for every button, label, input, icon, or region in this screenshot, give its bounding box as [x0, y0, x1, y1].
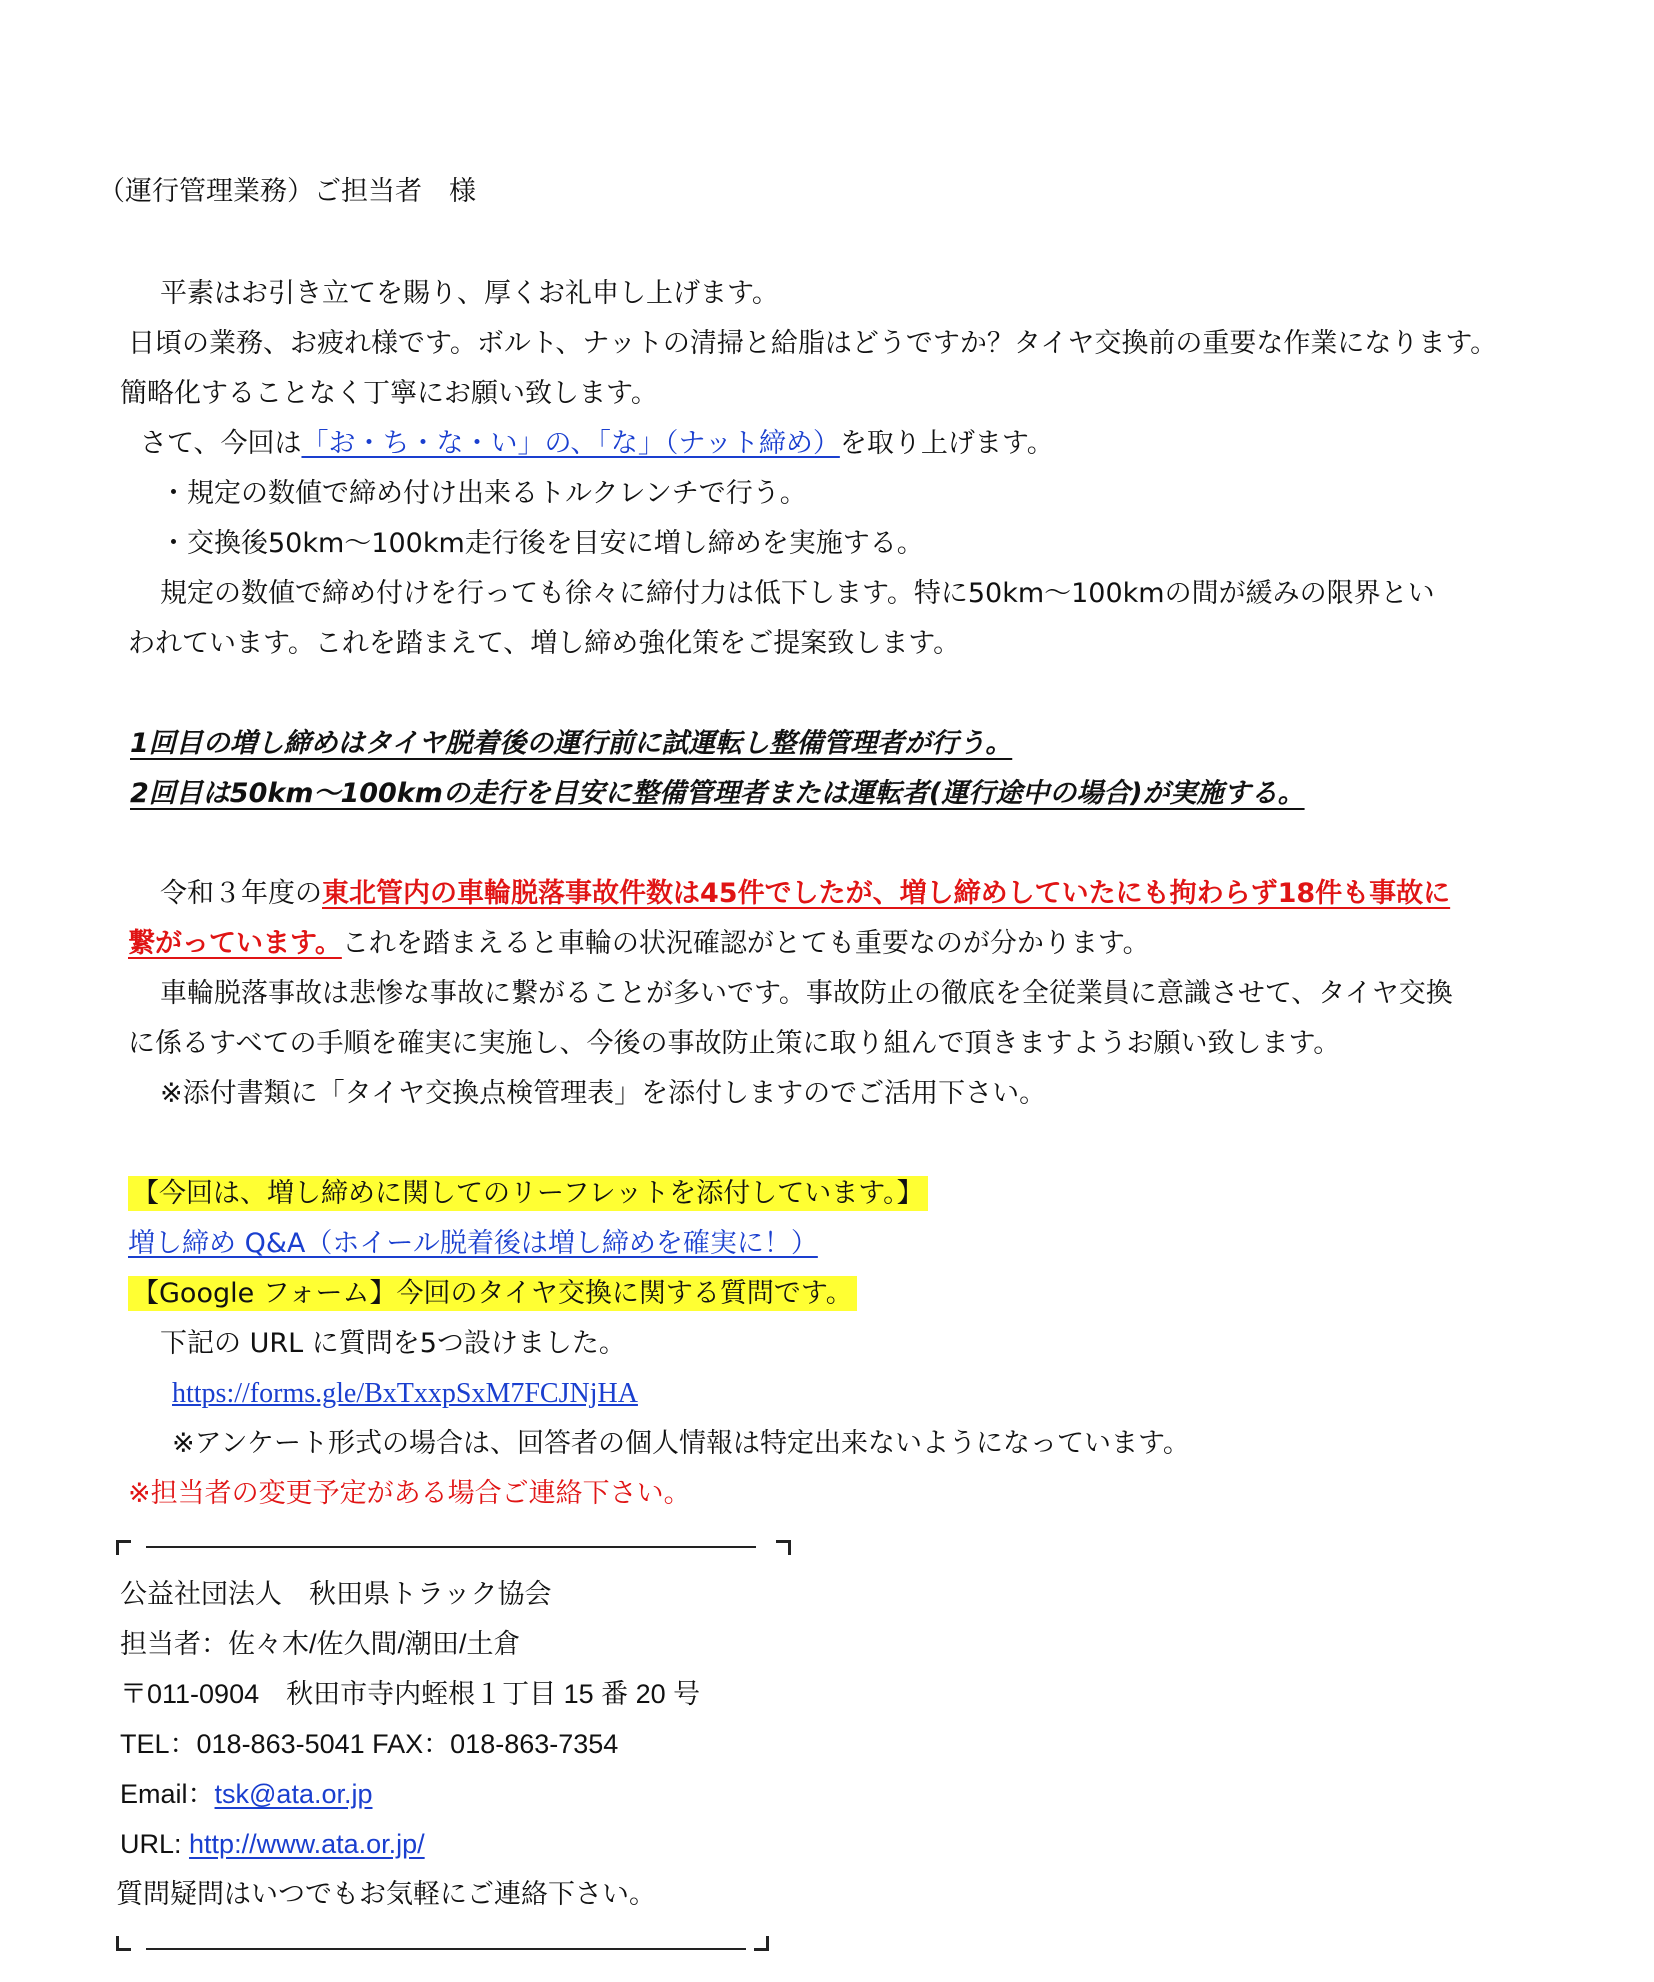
form-notice [128, 1274, 857, 1314]
greeting-line-1: 平素はお引き立てを賜り、厚くお礼申し上げます。 [160, 278, 779, 309]
signature-address: 〒011-0904 秋田市寺内蛭根１丁目 15 番 20 号 [120, 1679, 701, 1709]
bullet-item: ・交換後50km～100km走行後を目安に増し締めを実施する。 [160, 528, 924, 559]
form-notice-text: 【Google フォーム】今回のタイヤ交換に関する質問です。 [128, 1276, 857, 1311]
signature-email-row [120, 1774, 373, 1814]
statistics-line-2 [128, 924, 1150, 964]
contact-request: ※担当者の変更予定がある場合ご連絡下さい。 [128, 1478, 691, 1509]
signature-corner-top-right [776, 1540, 791, 1555]
greeting-line-3: 簡略化することなく丁寧にお願い致します。 [120, 378, 658, 409]
addressee: （運行管理業務）ご担当者 様 [98, 176, 476, 207]
email-link[interactable]: tsk@ata.or.jp [214, 1779, 373, 1809]
explanation-line-2: われています。これを踏まえて、増し締め強化策をご提案致します。 [128, 628, 961, 659]
leaflet-link[interactable]: 増し締め Q&A（ホイール脱着後は増し締めを確実に！） [128, 1228, 818, 1259]
signature-corner-top-left [116, 1540, 131, 1555]
signature-tel-fax: TEL：018-863-5041 FAX：018-863-7354 [120, 1729, 619, 1759]
greeting-line-2: 日頃の業務、お疲れ様です。ボルト、ナットの清掃と給脂はどうですか？タイヤ交換前の重要な作業になります。 [128, 328, 1498, 359]
statistics-highlight: 東北管内の車輪脱落事故件数は45件でしたが、増し締めしていたにも拘わらず18件も事故に [322, 878, 1451, 909]
bullet-item: ・規定の数値で締め付け出来るトルクレンチで行う。 [160, 478, 807, 509]
explanation-line-1: 規定の数値で締め付けを行っても徐々に締付力は低下します。特に50km～100kmの間が緩みの限界とい [160, 578, 1435, 609]
signature-org: 公益社団法人 秋田県トラック協会 [120, 1579, 552, 1609]
appeal-line-3: ※添付書類に「タイヤ交換点検管理表」を添付しますのでご活用下さい。 [160, 1078, 1047, 1109]
appeal-line-2: に係るすべての手順を確実に実施し、今後の事故防止策に取り組んで頂きますようお願い致します。 [128, 1028, 1341, 1059]
appeal-line-1: 車輪脱落事故は悲惨な事故に繋がることが多いです。事故防止の徹底を全従業員に意識させて、タイヤ交換 [160, 978, 1453, 1009]
leaflet-notice [128, 1174, 928, 1214]
proposal-line-2: 2回目は50km～100kmの走行を目安に整備管理者または運転者(運行途中の場合)が実施する。 [130, 778, 1305, 809]
statistics-suffix: これを踏まえると車輪の状況確認がとても重要なのが分かります。 [341, 928, 1150, 959]
url-label: URL: [120, 1829, 190, 1859]
form-intro: 下記の URL に質問を5つ設けました。 [160, 1328, 626, 1359]
signature-closing: 質問疑問はいつでもお気軽にご連絡下さい。 [116, 1879, 656, 1909]
topic-prefix: さて、今回は [140, 428, 302, 459]
signature-corner-bottom-right [754, 1936, 769, 1951]
signature-corner-bottom-left [116, 1936, 131, 1951]
email-label: Email： [120, 1779, 215, 1809]
statistics-line-1 [160, 874, 1450, 914]
statistics-highlight-cont: 繋がっています。 [128, 928, 342, 959]
signature-top-rule [146, 1546, 756, 1548]
website-link[interactable]: http://www.ata.or.jp/ [189, 1829, 425, 1859]
signature-url-row [120, 1824, 425, 1864]
topic-link[interactable]: 「お・ち・な・い」の、「な」（ナット締め） [301, 428, 840, 459]
signature-bottom-rule [146, 1948, 746, 1950]
topic-line [140, 424, 1054, 464]
signature-staff: 担当者：佐々木/佐久間/潮田/土倉 [120, 1629, 521, 1659]
privacy-note: ※アンケート形式の場合は、回答者の個人情報は特定出来ないようになっています。 [172, 1428, 1190, 1459]
leaflet-notice-text: 【今回は、増し締めに関してのリーフレットを添付しています。】 [128, 1176, 928, 1211]
statistics-prefix: 令和３年度の [160, 878, 322, 909]
topic-suffix: を取り上げます。 [839, 428, 1054, 459]
form-url-link[interactable]: https://forms.gle/BxTxxpSxM7FCJNjHA [172, 1378, 638, 1409]
proposal-line-1: 1回目の増し締めはタイヤ脱着後の運行前に試運転し整備管理者が行う。 [130, 728, 1013, 759]
